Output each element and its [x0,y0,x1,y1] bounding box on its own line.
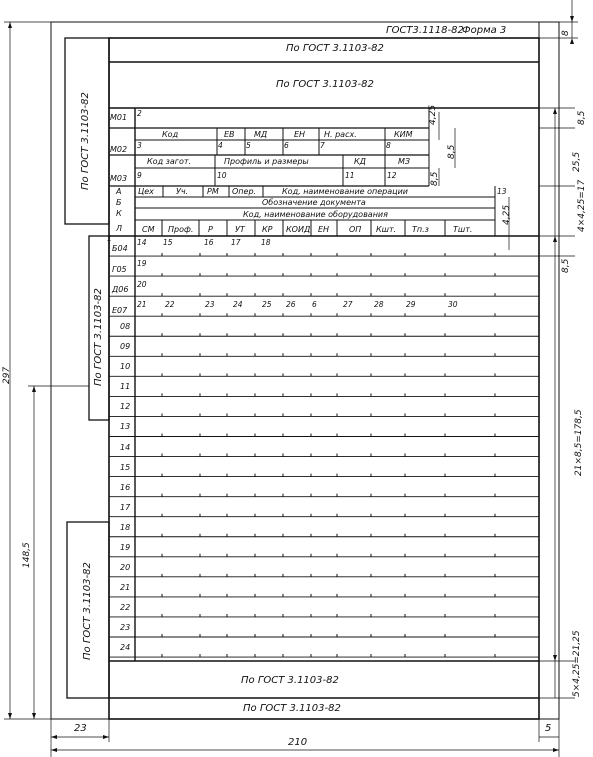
a-col-uch: Уч. [176,187,189,196]
l-col-op: ОП [349,225,362,234]
field-num-16: 16 [204,238,214,247]
field-num-12: 12 [387,171,397,180]
dim-a-l: 4×4,25=17 [577,179,587,232]
field-num-18: 18 [261,238,271,247]
row-label-a: А [116,187,122,196]
field-num-17: 17 [231,238,241,247]
row-number: 22 [120,602,131,612]
field-num-4: 4 [218,141,223,150]
row-label-b04: Б04 [112,244,128,253]
l-col-ut: УТ [235,225,245,234]
row-number: 17 [120,502,131,512]
gost-ref-main: По ГОСТ 3.1103-82 [276,79,374,90]
m03-col-kd: КД [354,157,366,166]
m03-col-mz: МЗ [398,157,411,166]
field-num-5: 5 [246,141,251,150]
row-number: 12 [120,402,131,412]
field-num-21: 21 [137,300,147,309]
row-number: 21 [120,582,131,592]
dim-rows: 21×8,5=178,5 [574,409,584,476]
field-num-7: 7 [320,141,325,150]
row-label-l: Л [116,224,123,233]
field-num-13: 13 [497,187,507,196]
l-col-tpz: Тп.з [412,225,429,234]
field-num-25: 25 [262,300,272,309]
field-num-20: 20 [137,280,147,289]
dim-8-5-a: 8,5 [447,144,457,159]
row-number: 15 [120,462,131,472]
dim-row: 8,5 [561,258,571,273]
dim-left-width: 23 [74,723,87,734]
field-num-27: 27 [343,300,353,309]
row-label-k: К [116,209,122,218]
dim-right-width: 5 [545,723,552,734]
m02-col-kim: КИМ [394,130,413,139]
dim-total-height: 297 [2,366,12,384]
l-col-en: ЕН [318,225,330,234]
row-label-g05: Г05 [112,265,127,274]
field-num-28: 28 [374,300,384,309]
field-num-1: 1 [107,234,112,243]
b-document-designation: Обозначение документа [262,198,366,207]
m03-col-code-zagot: Код загот. [147,157,192,166]
dim-m01: 8,5 [577,110,587,125]
row-label-d06: Д06 [112,285,129,294]
row-number: 14 [120,442,131,452]
gost-ref-side-3: По ГОСТ 3.1103-82 [82,562,93,660]
a-col-oper: Опер. [232,187,257,196]
row-number: 11 [120,382,131,392]
dim-bottom: 5×4,25=21,25 [572,630,582,697]
field-num-19: 19 [137,259,147,268]
l-col-sm: СМ [142,225,155,234]
row-number: 13 [120,422,131,432]
m02-col-n-rash: Н. расх. [324,130,357,139]
dim-total-width: 210 [288,737,308,748]
row-number: 16 [120,482,131,492]
row-label-m03: М03 [110,174,128,183]
field-num-24: 24 [233,300,243,309]
l-col-kr: КР [262,225,273,234]
m02-col-code: Код [162,130,179,139]
gost-ref-side-2: По ГОСТ 3.1103-82 [93,288,104,386]
row-number: 09 [120,342,131,352]
l-col-prof: Проф. [168,225,194,234]
row-number: 20 [120,562,131,572]
m02-col-ev: ЕВ [224,130,235,139]
row-label-m01: М01 [110,113,128,122]
row-number: 10 [120,362,131,372]
field-num-30: 30 [448,300,458,309]
field-num-10: 10 [217,171,227,180]
field-num-11: 11 [345,171,355,180]
a-col-ceh: Цех [138,187,154,196]
l-col-r: Р [208,225,213,234]
m02-col-en: ЕН [294,130,306,139]
field-num-9: 9 [137,171,142,180]
field-num-15: 15 [163,238,173,247]
field-num-29: 29 [406,300,416,309]
row-number: 23 [120,622,131,632]
a-col-operation-name: Код, наименование операции [282,187,408,196]
gost-ref-top: По ГОСТ 3.1103-82 [286,43,384,54]
row-number: 18 [120,522,131,532]
row-number: 24 [120,643,131,652]
row-label-m02: М02 [110,145,128,154]
dim-half-height: 148,5 [22,542,32,568]
field-num-2: 2 [137,109,142,118]
dim-4-25-b: 4,25 [502,204,512,225]
gost-ref-side-1: По ГОСТ 3.1103-82 [80,92,91,190]
field-num-8: 8 [386,141,391,150]
field-num-14: 14 [137,238,147,247]
standard-number: ГОСТ3.1118-82 [386,25,464,36]
dim-m02-m03: 25,5 [572,151,582,172]
row-label-b: Б [116,198,122,207]
l-col-koid: КОИД [286,225,311,234]
row-number: 19 [120,542,131,552]
dim-4-25-a: 4,25 [428,104,438,125]
dim-top-margin: 8 [561,30,571,36]
l-col-tsht: Тшт. [453,225,473,234]
m02-col-md: МД [254,130,268,139]
k-equipment-name: Код, наименование оборудования [243,210,388,219]
row-number: 08 [120,322,131,332]
field-num-3: 3 [137,141,142,150]
a-col-rm: РМ [207,187,219,196]
field-num-23: 23 [205,300,215,309]
field-num-6b: 6 [312,300,317,309]
row-label-e07: Е07 [112,306,128,315]
gost-ref-bottom: По ГОСТ 3.1103-82 [241,675,339,686]
field-num-6: 6 [284,141,289,150]
form-number: Форма 3 [462,25,507,36]
l-col-ksht: Кшт. [376,225,397,234]
m03-col-profile: Профиль и размеры [224,157,309,166]
dim-8-5-b: 8,5 [430,171,440,186]
gost-ref-footer: По ГОСТ 3.1103-82 [243,703,341,714]
field-num-26: 26 [286,300,296,309]
field-num-22: 22 [165,300,175,309]
